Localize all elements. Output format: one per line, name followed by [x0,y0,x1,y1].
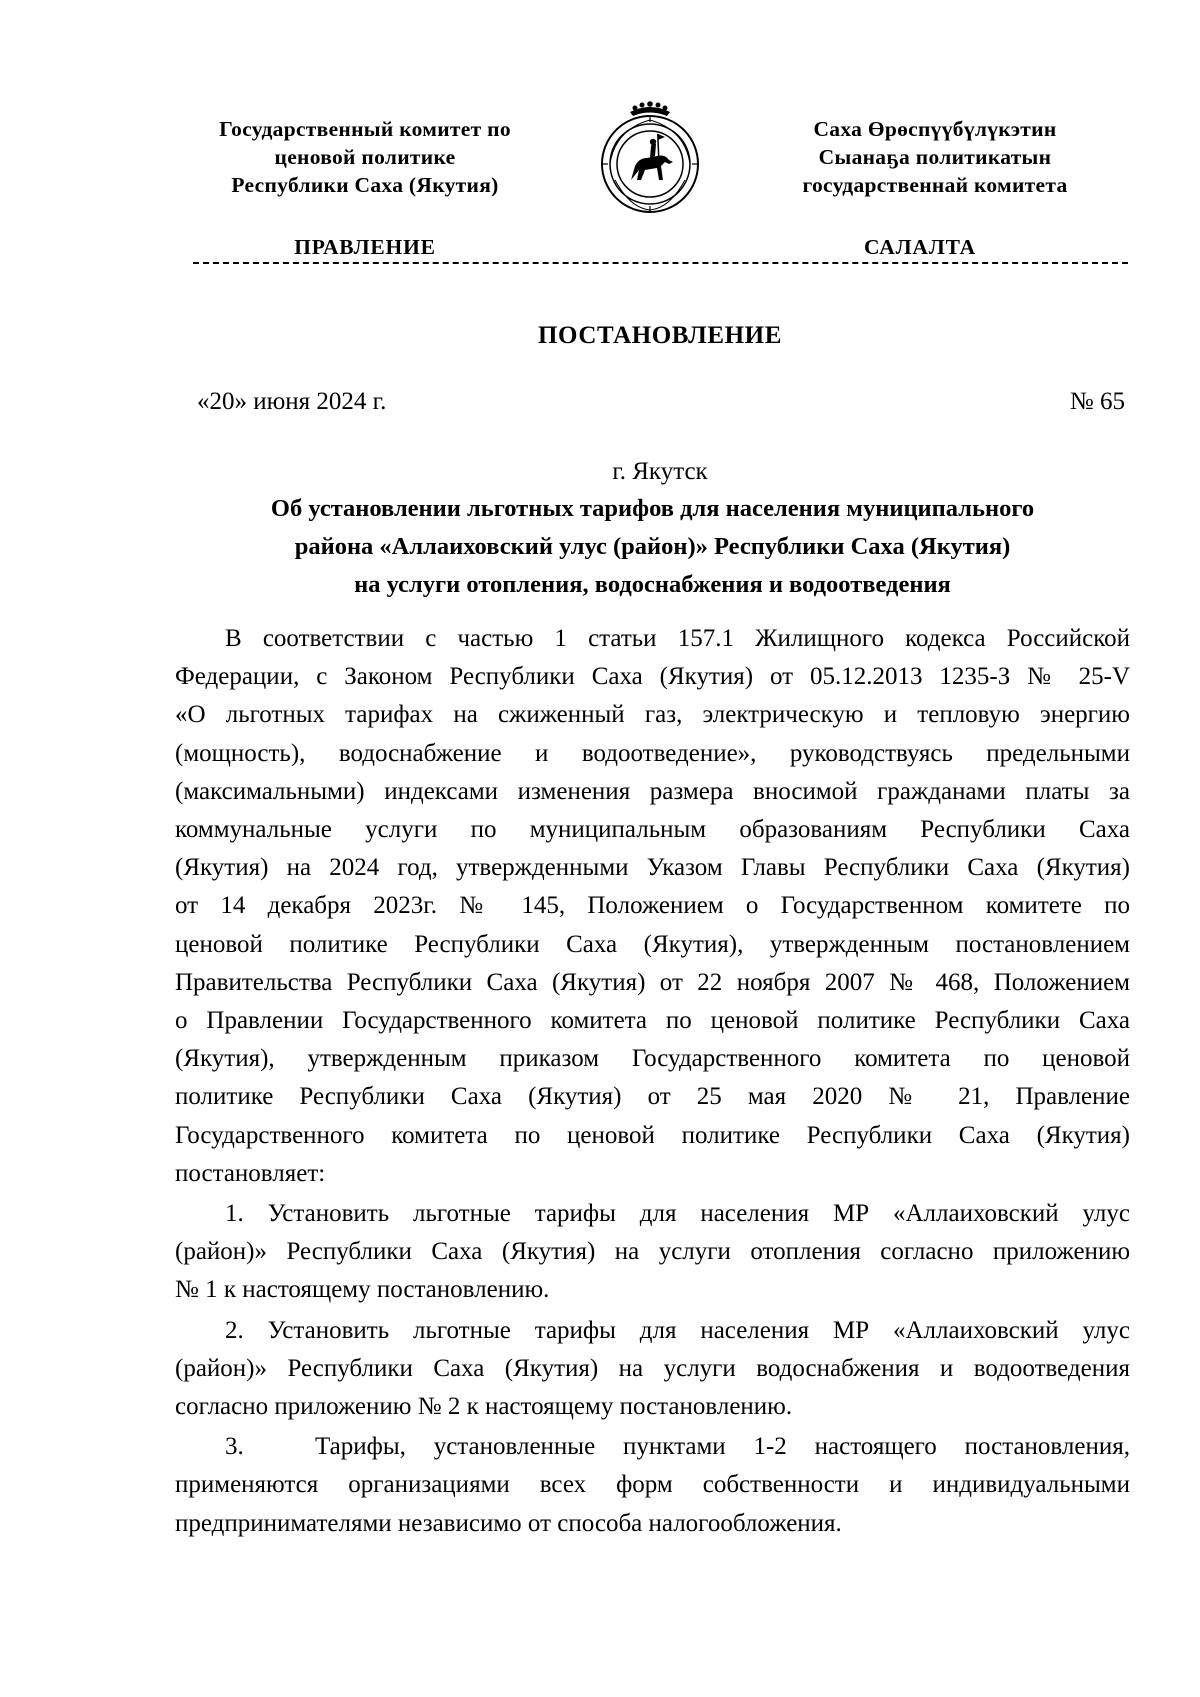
body-line: политике Республики Саха (Якутия) от 25 мая 2020 № 21, Правление [175,1083,1130,1111]
body-line: Федерации, с Законом Республики Саха (Якутия) от 05.12.2013 1235-З № 25-V [175,663,1130,691]
item-3-first-line-text: Тарифы, установленные пунктами 1-2 настоящего постановления, [315,1433,1130,1461]
subject-line: на услуги отопления, водоснабжения и водоотведения [354,571,951,598]
document-city: г. Якутск [612,458,708,485]
body-line: (район)» Республики Саха (Якутия) на услуги отопления согласно приложению [175,1238,1130,1266]
document-subject [175,490,1130,604]
subject-line: Об установлении льготных тарифов для населения муниципального [270,495,1035,522]
body-line: от 14 декабря 2023г. № 145, Положением о Государственном комитете по [175,892,1130,920]
body-line: Правительства Республики Саха (Якутия) от 22 ноября 2007 № 468, Положением [175,968,1130,996]
item-3-paragraph [175,1428,1130,1543]
body-line: 2. Установить льготные тарифы для населения МР «Аллаиховский улус [225,1316,1130,1344]
document-number: № 65 [1069,388,1125,415]
subject-line: района «Аллаиховский улус (район)» Республики Саха (Якутия) [294,533,1011,560]
body-line: ценовой политике Республики Саха (Якутия), утвержденным постановлением [175,930,1130,958]
board-label-russian: ПРАВЛЕНИЕ [294,235,436,259]
body-line: Государственного комитета по ценовой политике Республики Саха (Якутия) [175,1121,1130,1149]
header-divider [193,262,1128,264]
header-left-line: Государственный комитет по [219,117,511,141]
body-line: «О льготных тарифах на сжиженный газ, электрическую и тепловую энергию [175,701,1130,729]
body-line: (максимальными) индексами изменения размера вносимой гражданами платы за [175,777,1130,805]
item-2-paragraph [175,1312,1130,1427]
header-left-line: ценовой политике [274,145,456,169]
body-line: 1. Установить льготные тарифы для населения МР «Аллаиховский улус [225,1200,1130,1228]
document-title: ПОСТАНОВЛЕНИЕ [537,322,783,349]
body-line: (Якутия) на 2024 год, утвержденными Указом Главы Республики Саха (Якутия) [175,854,1130,882]
board-label-sakha: САЛАЛТА [864,235,976,259]
document-date: «20» июня 2024 г. [197,388,387,415]
header-right-line: государственнай комитета [802,173,1068,197]
item-3-number: 3. [225,1433,244,1461]
body-line: В соответствии с частью 1 статьи 157.1 Жилищного кодекса Российской [225,625,1130,652]
body-line-item-3-first [175,1428,1130,1466]
body-line: предпринимателями независимо от способа налогообложения. [175,1509,842,1537]
body-line: постановляет: [175,1159,326,1187]
preamble-paragraph [175,620,1130,1193]
body-line: № 1 к настоящему постановлению. [175,1276,550,1304]
item-1-paragraph [175,1195,1130,1310]
body-line: о Правлении Государственного комитета по ценовой политике Республики Саха [175,1007,1130,1035]
header-left-organization [180,115,550,199]
document-body [175,620,1130,1543]
body-line: (Якутия), утвержденным приказом Государственного комитета по ценовой [175,1045,1130,1073]
header-left-line: Республики Саха (Якутия) [231,173,499,197]
body-line: коммунальные услуги по муниципальным образованиям Республики Саха [175,816,1130,844]
body-line: применяются организациями всех форм собственности и индивидуальными [175,1471,1130,1499]
body-line: (мощность), водоснабжение и водоотведение», руководствуясь предельными [175,739,1130,767]
header-right-organization [745,115,1125,199]
body-line: (район)» Республики Саха (Якутия) на услуги водоснабжения и водоотведения [175,1354,1130,1382]
header-right-line: Саха Өрөспүүбүлүкэтин [813,117,1057,141]
coat-of-arms-emblem-icon [595,100,705,218]
header-right-line: Сыанаҕа политикатын [818,145,1052,169]
body-line: согласно приложению № 2 к настоящему постановлению. [175,1393,793,1421]
